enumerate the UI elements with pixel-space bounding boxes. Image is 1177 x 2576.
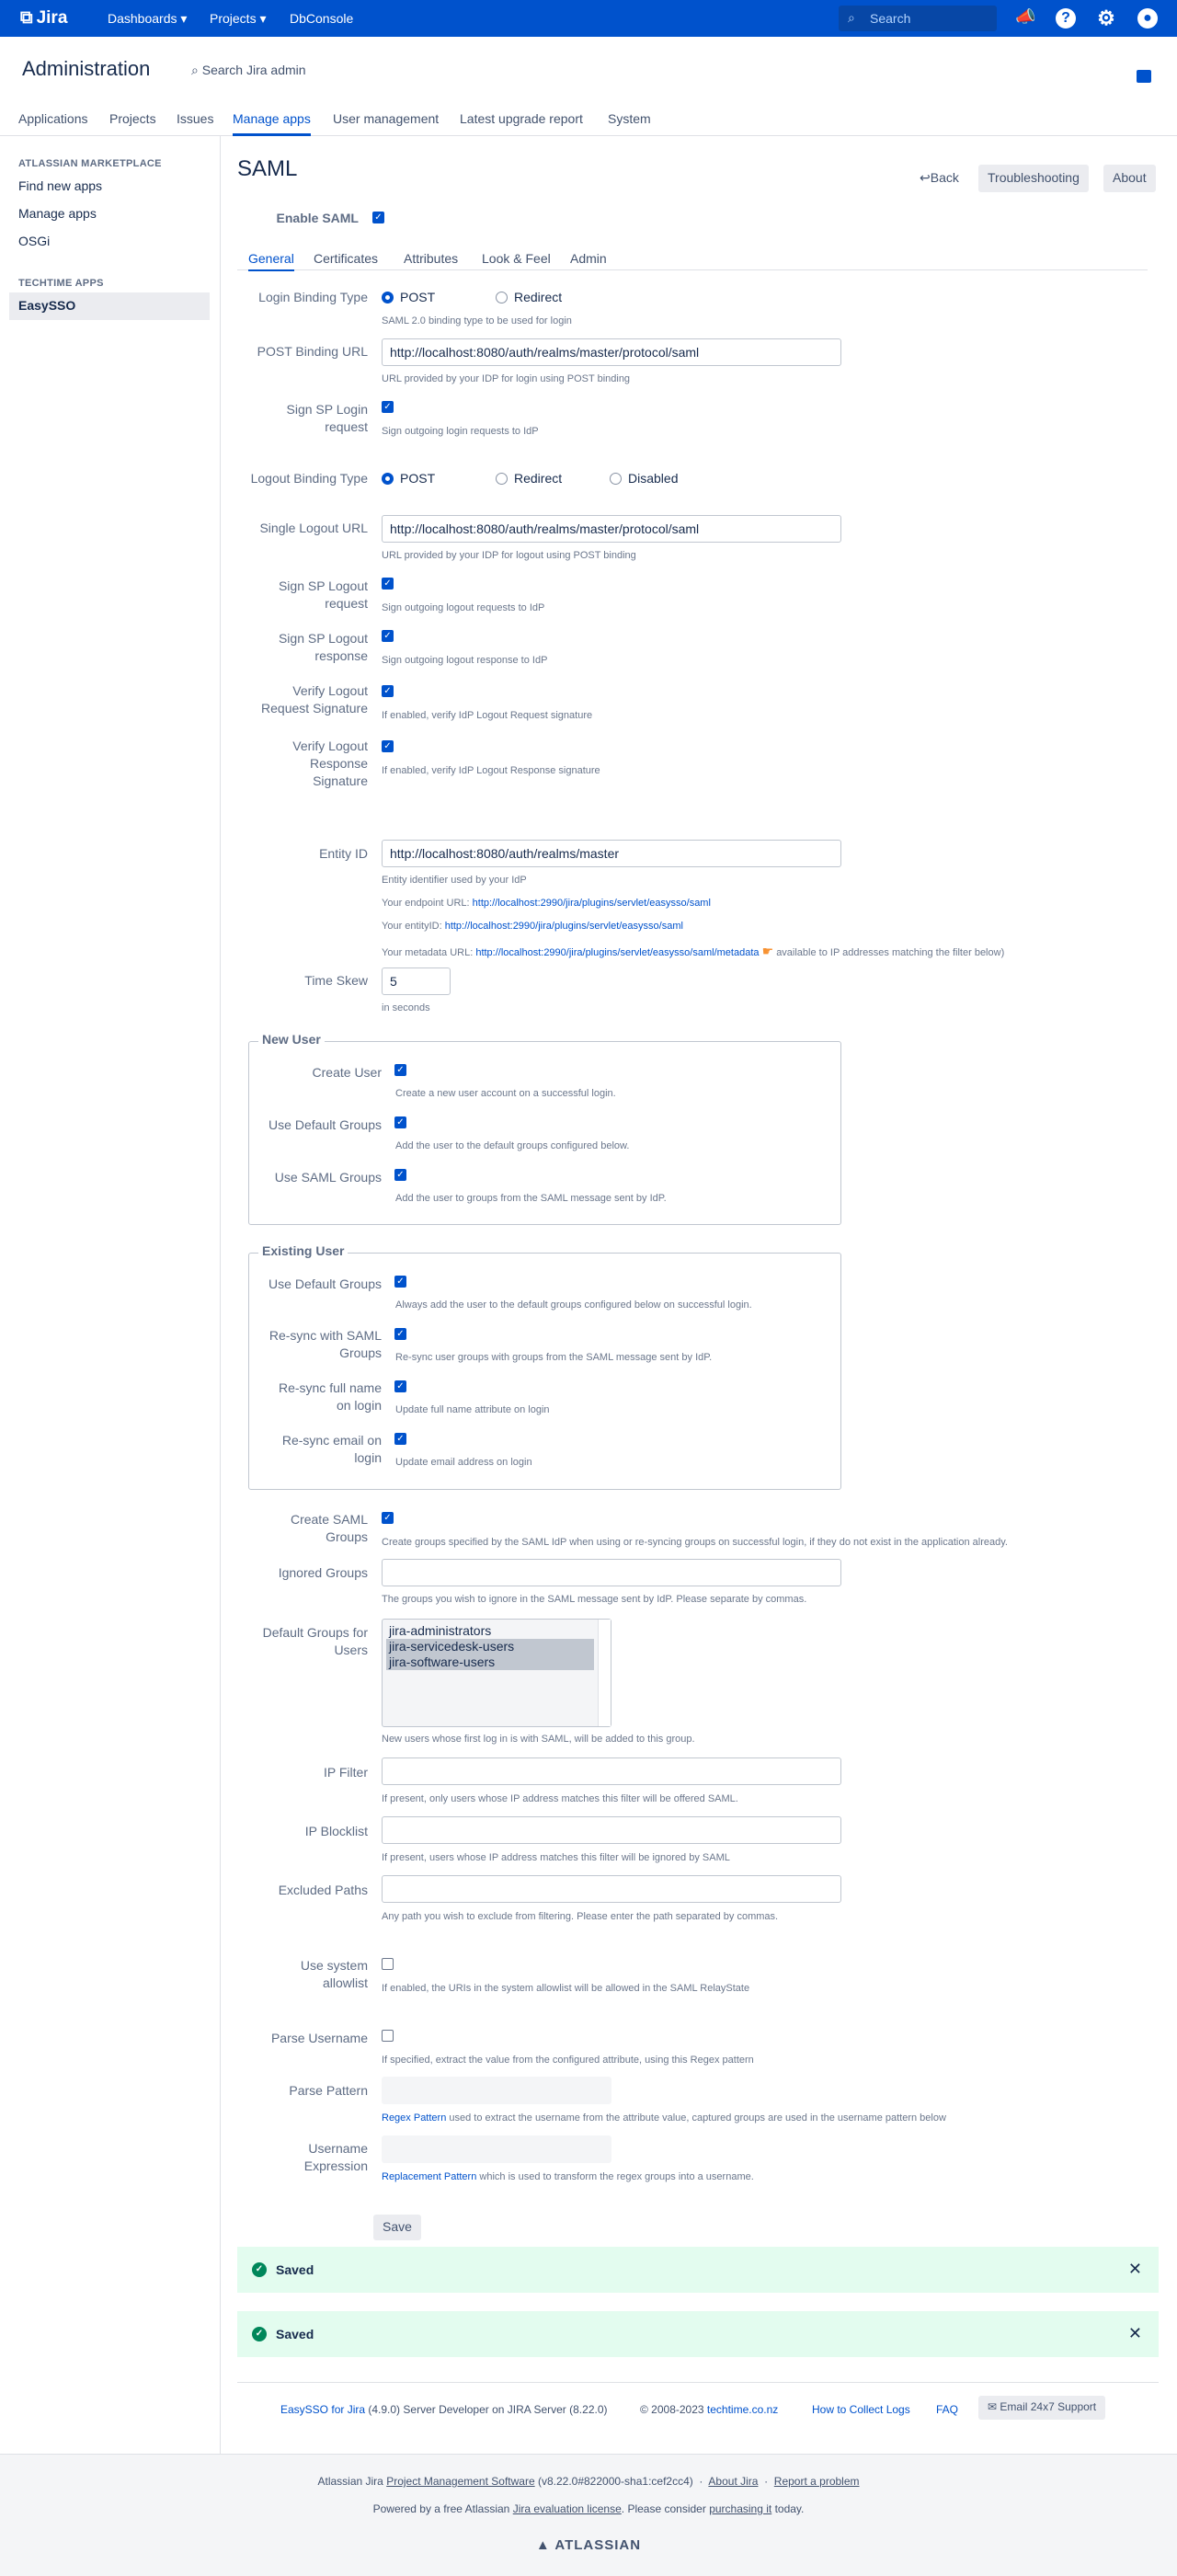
atlassian-logo[interactable]: ▲ ATLASSIAN	[535, 2537, 642, 2553]
new-user-default-groups-label: Use Default Groups	[269, 1117, 382, 1132]
feedback-icon[interactable]	[1137, 70, 1151, 83]
select-scrollbar[interactable]	[598, 1620, 611, 1726]
existing-user-default-groups-checkbox[interactable]: ✓	[394, 1276, 406, 1288]
sidebar-item-osgi[interactable]: OSGi	[18, 234, 51, 248]
ignored-groups-input[interactable]	[382, 1559, 841, 1586]
about-button[interactable]: About	[1103, 165, 1156, 192]
regex-pattern-link[interactable]: Regex Pattern	[382, 2112, 447, 2124]
logout-binding-type-label: Logout Binding Type	[250, 471, 368, 486]
about-jira-link[interactable]: About Jira	[708, 2475, 759, 2488]
existing-user-default-groups-label: Use Default Groups	[269, 1277, 382, 1291]
settings-subtabs	[237, 248, 1148, 270]
menu-projects[interactable]: Projects ▾	[210, 11, 267, 26]
use-system-allowlist-desc: If enabled, the URIs in the system allowlist will be allowed in the SAML RelayState	[382, 1983, 750, 1994]
resync-saml-groups-label: Re-sync with SAML Groups	[269, 1328, 382, 1360]
settings-gear-icon[interactable]: ⚙	[1097, 6, 1115, 29]
parse-username-checkbox[interactable]	[382, 2030, 394, 2042]
enable-saml-checkbox[interactable]: ✓	[372, 212, 384, 223]
parse-pattern-input[interactable]	[382, 2077, 611, 2104]
faq-link[interactable]: FAQ	[936, 2403, 959, 2416]
entity-id-desc: Entity identifier used by your IdP	[382, 875, 527, 886]
resync-email-desc: Update email address on login	[395, 1457, 532, 1468]
excluded-paths-input[interactable]	[382, 1875, 841, 1903]
create-saml-groups-checkbox[interactable]: ✓	[382, 1512, 394, 1524]
close-icon[interactable]: ✕	[1127, 2260, 1142, 2278]
sidebar-item-easysso[interactable]: EasySSO	[9, 292, 210, 320]
back-arrow-icon: ↩	[920, 170, 931, 185]
time-skew-desc: in seconds	[382, 1002, 430, 1013]
collect-logs-link[interactable]: How to Collect Logs	[812, 2403, 910, 2416]
pointing-hand-icon: ☛	[761, 944, 774, 958]
new-user-default-groups-checkbox[interactable]: ✓	[394, 1116, 406, 1128]
login-binding-desc: SAML 2.0 binding type to be used for login	[382, 315, 572, 326]
jira-logo[interactable]: ⧉ Jira	[20, 8, 68, 28]
footer-line1: Atlassian Jira Project Management Software (v8.22.0#822000-sha1:cef2cc4) · About Jira · Report a problem	[317, 2475, 860, 2488]
tab-issues[interactable]: Issues	[177, 111, 214, 126]
troubleshooting-button[interactable]: Troubleshooting	[978, 165, 1089, 192]
sidebar-item-find-new-apps[interactable]: Find new apps	[18, 178, 103, 193]
entity-id-label: Entity ID	[319, 846, 368, 861]
verify-logout-request-checkbox[interactable]: ✓	[382, 685, 394, 697]
use-saml-groups-desc: Add the user to groups from the SAML message sent by IdP.	[395, 1193, 667, 1204]
subtab-certificates[interactable]: Certificates	[314, 251, 379, 266]
top-navigation-bar	[0, 0, 1177, 37]
logout-binding-redirect-radio[interactable]	[496, 473, 508, 485]
existing-user-legend: Existing User	[258, 1243, 348, 1258]
ignored-groups-label: Ignored Groups	[278, 1565, 368, 1580]
time-skew-input[interactable]: 5	[382, 967, 451, 995]
ip-filter-label: IP Filter	[324, 1765, 368, 1780]
search-icon: ⌕	[848, 10, 855, 25]
saved-message: ✓ Saved ✕	[237, 2247, 1159, 2293]
success-check-icon: ✓	[252, 2327, 267, 2341]
sign-sp-logout-response-desc: Sign outgoing logout response to IdP	[382, 655, 548, 666]
report-problem-link[interactable]: Report a problem	[773, 2475, 860, 2488]
jira-logo-icon: ⧉	[20, 8, 33, 28]
verify-logout-request-label: Verify Logout Request Signature	[261, 683, 368, 716]
verify-logout-request-desc: If enabled, verify IdP Logout Request signature	[382, 710, 593, 721]
default-groups-select[interactable]	[382, 1619, 611, 1727]
ignored-groups-desc: The groups you wish to ignore in the SAML message sent by IdP. Please separate by commas.	[382, 1594, 807, 1605]
login-binding-redirect-radio[interactable]	[496, 292, 508, 303]
search-input[interactable]: ⌕ Search	[839, 6, 997, 31]
parse-pattern-label: Parse Pattern	[289, 2083, 368, 2098]
email-support-button[interactable]: ✉ Email 24x7 Support	[978, 2396, 1105, 2420]
resync-email-checkbox[interactable]: ✓	[394, 1433, 406, 1445]
excluded-paths-label: Excluded Paths	[278, 1883, 368, 1897]
back-button[interactable]: ↩Back	[920, 170, 959, 185]
sidebar-header-techtime: TECHTIME APPS	[18, 278, 104, 289]
metadata-url-link[interactable]: http://localhost:2990/jira/plugins/servlet/easysso/saml/metadata	[475, 947, 760, 958]
ip-filter-desc: If present, only users whose IP address matches this filter will be offered SAML.	[382, 1793, 738, 1804]
resync-saml-groups-checkbox[interactable]: ✓	[394, 1328, 406, 1340]
copyright: © 2008-2023 techtime.co.nz	[640, 2403, 779, 2416]
menu-dashboards[interactable]: Dashboards ▾	[108, 11, 188, 26]
resync-saml-groups-desc: Re-sync user groups with groups from the SAML message sent by IdP.	[395, 1352, 713, 1363]
page-title-administration: Administration	[22, 57, 151, 80]
ip-blocklist-label: IP Blocklist	[304, 1824, 368, 1838]
resync-email-label: Re-sync email on login	[281, 1433, 382, 1465]
entityid-url-link[interactable]: http://localhost:2990/jira/plugins/servlet/easysso/saml	[444, 921, 683, 932]
time-skew-label: Time Skew	[304, 973, 368, 988]
existing-user-default-groups-desc: Always add the user to the default groups configured below on successful login.	[395, 1299, 752, 1311]
login-binding-type-label: Login Binding Type	[258, 290, 368, 304]
create-saml-groups-desc: Create groups specified by the SAML IdP when using or re-syncing groups on successful login, if they do not exist in the application already.	[382, 1537, 1008, 1548]
username-expression-desc: Replacement Pattern which is used to transform the regex groups into a username.	[382, 2171, 754, 2182]
sign-sp-logout-request-desc: Sign outgoing logout requests to IdP	[382, 602, 545, 613]
parse-pattern-desc: Regex Pattern used to extract the username from the attribute value, captured groups are used in the username pattern below	[382, 2112, 946, 2124]
single-logout-url-input[interactable]: http://localhost:8080/auth/realms/master/protocol/saml	[382, 515, 841, 543]
verify-logout-response-checkbox[interactable]: ✓	[382, 740, 394, 752]
login-binding-post-radio[interactable]	[382, 292, 394, 303]
resync-fullname-label: Re-sync full name on login	[278, 1380, 382, 1413]
sidebar	[0, 136, 221, 2454]
enable-saml-label: Enable SAML	[276, 211, 359, 225]
resync-fullname-desc: Update full name attribute on login	[395, 1404, 550, 1415]
sign-sp-logout-response-checkbox[interactable]: ✓	[382, 630, 394, 642]
subtab-attributes[interactable]: Attributes	[404, 251, 459, 266]
email-icon: ✉	[988, 2400, 1000, 2413]
sign-sp-logout-response-label: Sign SP Logout response	[278, 631, 368, 663]
excluded-paths-desc: Any path you wish to exclude from filtering. Please enter the path separated by commas.	[382, 1911, 779, 1922]
subtab-admin[interactable]: Admin	[570, 251, 607, 266]
logout-binding-post-label: POST	[400, 471, 436, 486]
admin-tabs	[0, 101, 1177, 136]
save-button[interactable]: Save	[373, 2215, 421, 2240]
purchasing-link[interactable]: purchasing it	[709, 2502, 772, 2515]
page-heading: SAML	[237, 156, 298, 181]
default-groups-label: Default Groups for Users	[262, 1625, 368, 1657]
single-logout-url-label: Single Logout URL	[259, 521, 368, 535]
logout-binding-disabled-radio[interactable]	[610, 473, 622, 485]
tab-projects[interactable]: Projects	[109, 111, 156, 126]
ip-blocklist-desc: If present, users whose IP address matches this filter will be ignored by SAML	[382, 1852, 730, 1863]
notifications-icon[interactable]: 📣	[1015, 7, 1036, 26]
techtime-link[interactable]: techtime.co.nz	[706, 2403, 779, 2416]
ip-filter-input[interactable]	[382, 1757, 841, 1785]
user-avatar-icon[interactable]: ●	[1137, 8, 1158, 29]
pm-software-link[interactable]: Project Management Software	[386, 2475, 535, 2488]
logout-binding-post-radio[interactable]	[382, 473, 394, 485]
use-system-allowlist-checkbox[interactable]	[382, 1958, 394, 1970]
post-binding-url-desc: URL provided by your IDP for login using POST binding	[382, 373, 631, 384]
username-expression-input[interactable]	[382, 2135, 611, 2163]
parse-username-label: Parse Username	[270, 2031, 368, 2045]
evaluation-license-link[interactable]: Jira evaluation license	[512, 2502, 622, 2515]
easysso-link[interactable]: EasySSO for Jira	[280, 2403, 366, 2416]
entity-id-input[interactable]: http://localhost:8080/auth/realms/master	[382, 840, 841, 867]
use-system-allowlist-label: Use system allowlist	[300, 1958, 368, 1990]
sign-sp-login-label: Sign SP Login request	[286, 402, 368, 434]
new-user-legend: New User	[258, 1032, 325, 1047]
create-user-label: Create User	[312, 1065, 382, 1080]
search-icon: ⌕	[191, 63, 202, 77]
subtab-look-and-feel[interactable]: Look & Feel	[482, 251, 551, 266]
sign-sp-logout-request-label: Sign SP Logout request	[278, 578, 368, 611]
plugin-info: EasySSO for Jira (4.9.0) Server Developer on JIRA Server (8.22.0)	[280, 2403, 608, 2416]
footer-line2: Powered by a free Atlassian Jira evaluation license. Please consider purchasing it today.	[372, 2502, 805, 2515]
atlassian-logo-icon: ▲	[535, 2537, 555, 2553]
login-binding-post-label: POST	[400, 290, 436, 304]
tab-applications[interactable]: Applications	[18, 111, 88, 126]
sign-sp-login-desc: Sign outgoing login requests to IdP	[382, 426, 539, 437]
sign-sp-logout-request-checkbox[interactable]: ✓	[382, 578, 394, 590]
logout-binding-redirect-label: Redirect	[514, 471, 563, 486]
default-groups-option[interactable]: jira-software-users	[386, 1654, 594, 1670]
resync-fullname-checkbox[interactable]: ✓	[394, 1380, 406, 1392]
username-expression-label: Username Expression	[303, 2141, 368, 2173]
admin-search-link[interactable]: ⌕ Search Jira admin	[191, 63, 306, 77]
tab-system[interactable]: System	[608, 111, 651, 126]
create-user-checkbox[interactable]: ✓	[394, 1064, 406, 1076]
endpoint-url-link[interactable]: http://localhost:2990/jira/plugins/servlet/easysso/saml	[472, 898, 711, 909]
post-binding-url-label: POST Binding URL	[257, 344, 368, 359]
ip-blocklist-input[interactable]	[382, 1816, 841, 1844]
logout-binding-disabled-label: Disabled	[628, 471, 679, 486]
success-check-icon: ✓	[252, 2262, 267, 2277]
verify-logout-response-label: Verify Logout Response Signature	[292, 738, 368, 788]
use-saml-groups-label: Use SAML Groups	[274, 1170, 382, 1185]
saved-message: ✓ Saved ✕	[237, 2311, 1159, 2357]
use-saml-groups-checkbox[interactable]: ✓	[394, 1169, 406, 1181]
metadata-url-line: Your metadata URL: http://localhost:2990/jira/plugins/servlet/easysso/saml/metadata ☛ available to IP addresses matching the filter below)	[382, 944, 1005, 958]
single-logout-url-desc: URL provided by your IDP for logout using POST binding	[382, 550, 636, 561]
new-user-default-groups-desc: Add the user to the default groups configured below.	[395, 1140, 630, 1151]
jira-footer	[0, 2454, 1177, 2576]
login-binding-redirect-label: Redirect	[514, 290, 563, 304]
parse-username-desc: If specified, extract the value from the configured attribute, using this Regex pattern	[382, 2055, 754, 2066]
endpoint-url-line: Your endpoint URL: http://localhost:2990/jira/plugins/servlet/easysso/saml	[382, 898, 711, 909]
close-icon[interactable]: ✕	[1127, 2324, 1142, 2342]
default-groups-desc: New users whose first log in is with SAML, will be added to this group.	[382, 1734, 695, 1745]
sidebar-item-manage-apps[interactable]: Manage apps	[18, 206, 97, 221]
post-binding-url-input[interactable]: http://localhost:8080/auth/realms/master/protocol/saml	[382, 338, 841, 366]
tab-latest-upgrade-report[interactable]: Latest upgrade report	[460, 111, 583, 126]
sign-sp-login-checkbox[interactable]: ✓	[382, 401, 394, 413]
sidebar-header-marketplace: ATLASSIAN MARKETPLACE	[18, 158, 162, 169]
menu-dbconsole[interactable]: DbConsole	[290, 11, 354, 26]
plugin-footer	[237, 2382, 1159, 2416]
default-groups-option[interactable]: jira-administrators	[389, 1623, 492, 1638]
subtab-general[interactable]: General	[248, 251, 294, 271]
help-icon[interactable]: ?	[1056, 8, 1076, 29]
entityid-url-line: Your entityID: http://localhost:2990/jira/plugins/servlet/easysso/saml	[382, 921, 683, 932]
create-user-desc: Create a new user account on a successful login.	[395, 1088, 616, 1099]
replacement-pattern-link[interactable]: Replacement Pattern	[382, 2171, 477, 2182]
default-groups-option[interactable]: jira-servicedesk-users	[386, 1639, 594, 1654]
tab-user-management[interactable]: User management	[333, 111, 440, 126]
verify-logout-response-desc: If enabled, verify IdP Logout Response signature	[382, 765, 600, 776]
tab-manage-apps[interactable]: Manage apps	[233, 111, 311, 136]
create-saml-groups-label: Create SAML Groups	[290, 1512, 368, 1544]
